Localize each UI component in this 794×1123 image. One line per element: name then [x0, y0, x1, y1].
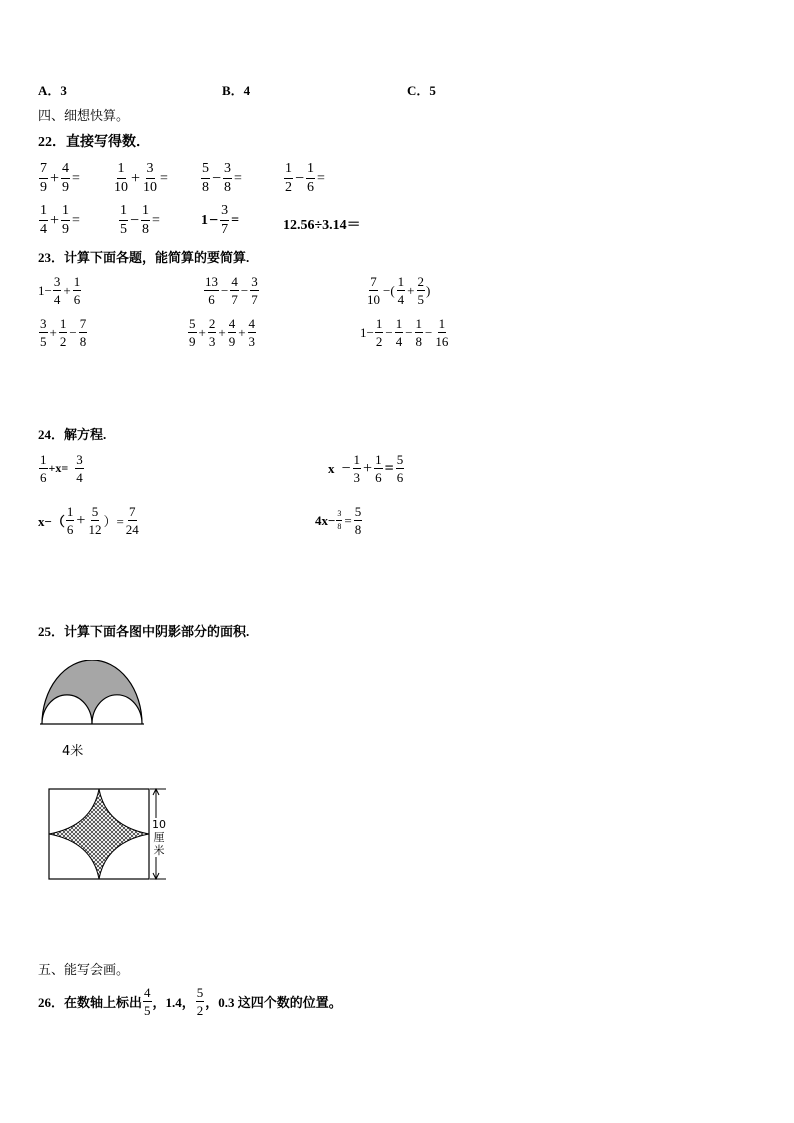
q22-expr-1: $\frac{7}{9}$ + $\frac{4}{9}$ =: [40, 161, 80, 195]
section-heading-5: 五、能写会画。: [38, 962, 130, 977]
fraction: $\frac{1}{10}$: [114, 161, 128, 195]
fraction: $\frac{7}{8}$: [79, 316, 87, 349]
fraction: $\frac{5}{2}$: [196, 985, 204, 1018]
fraction: $\frac{2}{3}$: [208, 316, 216, 349]
q22-expr-8: 12.56÷3.14＝: [283, 218, 361, 233]
fraction: $\frac{7}{10}$: [367, 274, 380, 307]
fraction: $\frac{1}{8}$: [142, 203, 150, 237]
question-26: 26．在数轴上标出 $\frac{4}{5}$ ，1.4， $\frac{5}{2}$ ，0.3 这四个数的位置。: [38, 985, 342, 1018]
fraction: $\frac{3}{4}$: [76, 452, 83, 485]
fraction: $\frac{13}{6}$: [205, 274, 218, 307]
fraction: $\frac{1}{2}$: [59, 316, 67, 349]
fraction: $\frac{4}{7}$: [231, 274, 238, 307]
fraction: $\frac{3}{10}$: [143, 161, 158, 195]
fraction: $\frac{1}{6}$: [307, 161, 315, 195]
option-c: C．5: [407, 83, 436, 98]
q23-expr-2: $\frac{13}{6}$ − $\frac{4}{7}$ − $\frac{3}{7}$: [205, 274, 258, 307]
fraction: $\frac{1}{4}$: [395, 316, 403, 349]
figure2-label: 10 厘 米: [152, 818, 166, 857]
fraction: $\frac{1}{8}$: [415, 316, 423, 349]
q23-expr-5: $\frac{5}{9}$ + $\frac{2}{3}$ + $\frac{4}{9}$ + $\frac{4}{3}$: [189, 316, 256, 349]
fraction: $\frac{5}{8}$: [202, 161, 209, 195]
option-b: B．4: [222, 83, 251, 98]
fraction: $\frac{3}{7}$: [221, 203, 229, 237]
q22-expr-3: $\frac{5}{8}$ − $\frac{3}{8}$ =: [202, 161, 242, 195]
fraction: $\frac{5}{12}$: [88, 504, 102, 537]
q24-equation-4: 4x− $\frac{3}{8}$ = $\frac{5}{8}$: [315, 504, 362, 537]
fraction: $\frac{1}{9}$: [62, 203, 70, 237]
semicircle-figure: [38, 660, 148, 730]
section-heading-4: 四、细想快算。: [38, 108, 130, 123]
fraction: $\frac{2}{5}$: [417, 274, 425, 307]
fraction: $\frac{7}{9}$: [40, 161, 47, 195]
fraction: $\frac{1}{5}$: [120, 203, 127, 237]
q23-expr-1: 1− $\frac{3}{4}$ + $\frac{1}{6}$: [38, 274, 81, 307]
q24-equation-3: x−（ $\frac{1}{6}$ + $\frac{5}{12}$ ）= $\frac{7}{24}$: [38, 504, 139, 537]
fraction: $\frac{1}{2}$: [285, 161, 292, 195]
q22-expr-2: $\frac{1}{10}$ + $\frac{3}{10}$ =: [114, 161, 168, 195]
fraction: $\frac{1}{2}$: [375, 316, 383, 349]
fraction: $\frac{3}{4}$: [53, 274, 61, 307]
fraction: $\frac{5}{8}$: [354, 504, 362, 537]
fraction: $\frac{4}{3}$: [248, 316, 256, 349]
q22-expr-4: $\frac{1}{2}$ − $\frac{1}{6}$ =: [285, 161, 325, 195]
q23-expr-4: $\frac{3}{5}$ + $\frac{1}{2}$ − $\frac{7}{8}$: [40, 316, 87, 349]
option-a: A．3: [38, 83, 67, 98]
fraction: $\frac{4}{9}$: [228, 316, 236, 349]
fraction: $\frac{3}{8}$: [337, 509, 342, 531]
q23-expr-3: $\frac{7}{10}$ −( $\frac{1}{4}$ + $\frac{2}{5}$ ): [367, 274, 431, 307]
fraction: $\frac{1}{4}$: [397, 274, 405, 307]
fraction: $\frac{3}{5}$: [40, 316, 47, 349]
fraction: $\frac{4}{5}$: [144, 985, 151, 1018]
fraction: $\frac{1}{6}$: [375, 452, 382, 485]
fraction: $\frac{1}{6}$: [40, 452, 47, 485]
question-22-title: 22．直接写得数．: [38, 135, 150, 150]
question-25-title: 25．计算下面各图中阴影部分的面积.: [38, 624, 250, 639]
q22-expr-5: $\frac{1}{4}$ + $\frac{1}{9}$ =: [40, 203, 80, 237]
question-24-title: 24．解方程.: [38, 427, 107, 442]
q24-equation-2: x − $\frac{1}{3}$ + $\frac{1}{6}$ = $\frac{5}{6}$: [328, 452, 404, 485]
fraction: $\frac{5}{9}$: [189, 316, 196, 349]
fraction: $\frac{5}{6}$: [396, 452, 404, 485]
fraction: $\frac{1}{6}$: [73, 274, 81, 307]
fraction: $\frac{1}{16}$: [435, 316, 449, 349]
fraction: $\frac{3}{7}$: [251, 274, 258, 307]
q23-expr-6: 1− $\frac{1}{2}$ − $\frac{1}{4}$ − $\frac{1}{8}$ − $\frac{1}{16}$: [360, 316, 449, 349]
question-23-title: 23．计算下面各题，能简算的要简算.: [38, 250, 250, 265]
fraction: $\frac{1}{4}$: [40, 203, 47, 237]
fraction: $\frac{3}{8}$: [224, 161, 232, 195]
figure1-label: 4米: [62, 744, 84, 759]
fraction: $\frac{7}{24}$: [125, 504, 139, 537]
q22-expr-6: $\frac{1}{5}$ − $\frac{1}{8}$ =: [120, 203, 160, 237]
q22-expr-7: 1 − $\frac{3}{7}$ =: [201, 203, 240, 237]
fraction: $\frac{1}{6}$: [66, 504, 74, 537]
fraction: $\frac{4}{9}$: [62, 161, 70, 195]
q24-equation-1: $\frac{1}{6}$ +x= $\frac{3}{4}$: [40, 452, 83, 485]
fraction: $\frac{1}{3}$: [353, 452, 361, 485]
